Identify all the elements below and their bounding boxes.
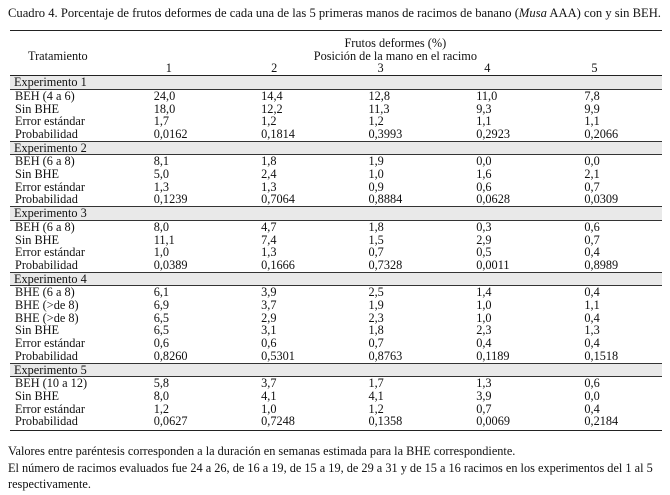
table-cell: 2,5 (368, 285, 384, 300)
table-cell: 11,3 (368, 101, 390, 116)
table-cell: 0,7328 (368, 257, 403, 272)
table-cell: 4,7 (261, 219, 277, 234)
table-cell: 1,9 (368, 298, 384, 313)
row-label: BHE (>de 8) (15, 310, 79, 325)
table-cell: 6,9 (153, 298, 170, 313)
experiment-title: Experimento 2 (10, 141, 662, 155)
table-cell: 0,3 (476, 219, 492, 234)
table-cell: 0,6 (584, 376, 600, 391)
column-header: 3 (340, 62, 447, 75)
table-cell: 0,6 (476, 179, 492, 194)
table-cell: 0,1239 (153, 192, 188, 207)
table-row (10, 193, 662, 206)
table-cell: 12,2 (261, 101, 283, 116)
table-cell: 0,7064 (261, 192, 295, 207)
table-cell: 1,0 (153, 245, 170, 260)
table-cell: 0,0 (584, 388, 600, 403)
table-cell: 0,0628 (476, 192, 511, 207)
table-cell: 1,2 (261, 114, 277, 129)
table-cell: 0,8884 (368, 192, 403, 207)
row-label: Probabilidad (15, 414, 78, 429)
table-cell: 0,4 (584, 245, 600, 260)
table-cell: 1,7 (368, 376, 384, 391)
table-cell: 0,5 (476, 245, 492, 260)
table-cell: 0,0309 (584, 192, 619, 207)
table-cell: 2,9 (476, 232, 492, 247)
table-cell: 0,0389 (153, 257, 188, 272)
row-label: Error estándar (15, 336, 85, 351)
table-cell: 1,5 (368, 232, 384, 247)
row-label: BEH (6 a 8) (15, 154, 75, 169)
table-cell: 1,0 (368, 167, 384, 182)
table-cell: 11,1 (153, 232, 175, 247)
table-cell: 0,7 (584, 179, 600, 194)
table-cell: 1,8 (368, 219, 384, 234)
table-cell: 4,1 (261, 388, 277, 403)
table-cell: 1,2 (368, 401, 384, 416)
table-cell: 0,6 (261, 336, 277, 351)
table-cell: 6,5 (153, 323, 170, 338)
table-cell: 24,0 (153, 88, 176, 103)
row-label: Sin BHE (15, 101, 60, 116)
table-row (10, 234, 662, 247)
column-header: 1 (129, 62, 234, 75)
column-header: 4 (447, 62, 554, 75)
table-cell: 1,0 (476, 298, 492, 313)
table-cell: 1,0 (476, 310, 492, 325)
table-cell: 0,0011 (476, 257, 510, 272)
table-cell: 2,4 (261, 167, 277, 182)
table-cell: 3,7 (261, 298, 277, 313)
table-cell: 1,1 (584, 298, 600, 313)
note-line: El número de racimos evaluados fue 24 a 26, de 16 a 19, de 15 a 19, de 29 a 31 y de 15 a 16 racimos en los experimentos del 1 al 5 respectivamente. (8, 460, 653, 491)
table-cell: 1,7 (153, 114, 170, 129)
row-label: Error estándar (15, 245, 85, 260)
table-notes (8, 443, 666, 493)
table-cell: 0,1189 (476, 348, 510, 363)
table-cell: 0,7 (476, 401, 492, 416)
treatment-header: Tratamiento (28, 48, 88, 63)
table-cell: 7,8 (584, 88, 600, 103)
experiment-title: Experimento 1 (10, 76, 662, 90)
table-cell: 1,9 (368, 154, 384, 169)
table-row (10, 155, 662, 168)
table-row (10, 415, 662, 428)
table-cell: 2,1 (584, 167, 600, 182)
table-cell: 1,0 (261, 401, 277, 416)
table-cell: 0,1814 (261, 126, 295, 141)
table-cell: 0,0 (476, 154, 492, 169)
table-cell: 1,3 (261, 245, 277, 260)
table-row (10, 259, 662, 272)
row-label: Probabilidad (15, 192, 78, 207)
table-cell: 1,3 (153, 179, 170, 194)
header-row-sub (10, 50, 662, 63)
table-cell: 0,8763 (368, 348, 403, 363)
table-cell: 0,5301 (261, 348, 295, 363)
table-cell: 1,2 (153, 401, 170, 416)
table-cell: 0,1358 (368, 414, 403, 429)
table-cell: 0,2923 (476, 126, 511, 141)
table-cell: 5,8 (153, 376, 170, 391)
row-label: BEH (10 a 12) (15, 376, 88, 391)
row-label: BEH (4 a 6) (15, 88, 75, 103)
experiment-header-row (10, 207, 662, 221)
caption-italic-genus: Musa (518, 6, 547, 20)
table-cell: 8,0 (153, 219, 170, 234)
row-label: Sin BHE (15, 323, 60, 338)
table-cell: 18,0 (153, 101, 176, 116)
table-row (10, 103, 662, 116)
table-cell: 11,0 (476, 88, 498, 103)
table-cell: 2,3 (476, 323, 492, 338)
header-row-group (10, 37, 662, 50)
experiment-header-row (10, 363, 662, 377)
table-cell: 8,0 (153, 388, 170, 403)
note-line: Valores entre paréntesis corresponden a la duración en semanas estimada para la BHE correspondiente. (8, 444, 516, 458)
table-row (10, 350, 662, 363)
row-label: Error estándar (15, 114, 85, 129)
table-cell: 2,9 (261, 310, 277, 325)
table-cell: 0,4 (476, 336, 492, 351)
table-row (10, 220, 662, 233)
table-cell: 0,1666 (261, 257, 295, 272)
table-row (10, 337, 662, 350)
table-bottom-rule (10, 428, 662, 431)
table-row (10, 312, 662, 325)
table-cell: 0,7 (368, 336, 384, 351)
table-cell: 0,0627 (153, 414, 188, 429)
table-cell: 7,4 (261, 232, 277, 247)
row-label: BHE (>de 8) (15, 298, 79, 313)
table-cell: 0,6 (153, 336, 170, 351)
row-label: Sin BHE (15, 232, 60, 247)
table-cell: 6,1 (153, 285, 170, 300)
table-cell: 0,2184 (584, 414, 619, 429)
table-cell: 0,1518 (584, 348, 619, 363)
row-label: Probabilidad (15, 348, 78, 363)
table-cell: 1,6 (476, 167, 492, 182)
column-header: 5 (554, 62, 662, 75)
table-cell: 1,2 (368, 114, 384, 129)
table-cell: 1,3 (261, 179, 277, 194)
table-cell: 1,3 (584, 323, 600, 338)
table-row (10, 128, 662, 141)
group-header: Frutos deformes (%) (344, 36, 447, 50)
results-table (10, 30, 662, 431)
table-cell: 14,4 (261, 88, 283, 103)
row-label: Probabilidad (15, 257, 78, 272)
table-cell: 0,4 (584, 336, 600, 351)
table-row (10, 403, 662, 416)
sub-header: Posición de la mano en el racimo (313, 48, 477, 63)
row-label: Error estándar (15, 179, 85, 194)
table-cell: 0,2066 (584, 126, 619, 141)
table-cell: 9,3 (476, 101, 492, 116)
table-cell: 0,7248 (261, 414, 295, 429)
table-cell: 0,7 (584, 232, 600, 247)
table-cell: 4,1 (368, 388, 384, 403)
table-cell: 3,9 (476, 388, 492, 403)
header-row-columns (10, 62, 662, 75)
experiment-title: Experimento 3 (10, 207, 662, 221)
table-row (10, 115, 662, 128)
experiment-title: Experimento 4 (10, 272, 662, 286)
table-row (10, 324, 662, 337)
table-cell: 6,5 (153, 310, 170, 325)
experiment-header-row (10, 272, 662, 286)
caption-text-start: Cuadro 4. Porcentaje de frutos deformes de cada una de las 5 primeras manos de racimos de banano ( (8, 6, 519, 20)
table-cell: 0,3993 (368, 126, 403, 141)
table-cell: 0,4 (584, 401, 600, 416)
table-row (10, 168, 662, 181)
table-cell: 5,0 (153, 167, 170, 182)
table-row (10, 181, 662, 194)
table-cell: 3,9 (261, 285, 277, 300)
table-row (10, 286, 662, 299)
table-row (10, 377, 662, 390)
table-cell: 1,4 (476, 285, 492, 300)
row-label: Sin BHE (15, 388, 60, 403)
table-cell: 8,1 (153, 154, 170, 169)
table-cell: 0,0069 (476, 414, 511, 429)
table-cell: 0,8989 (584, 257, 619, 272)
table-cell: 12,8 (368, 88, 390, 103)
table-cell: 1,3 (476, 376, 492, 391)
column-header: 2 (234, 62, 340, 75)
table-cell: 9,9 (584, 101, 600, 116)
table-row (10, 390, 662, 403)
table-cell: 0,9 (368, 179, 384, 194)
table-cell: 1,8 (368, 323, 384, 338)
experiment-header-row (10, 141, 662, 155)
row-label: BEH (6 a 8) (15, 219, 75, 234)
table-cell: 3,1 (261, 323, 277, 338)
table-cell: 0,4 (584, 310, 600, 325)
table-row (10, 299, 662, 312)
table-cell: 0,0 (584, 154, 600, 169)
table-row (10, 246, 662, 259)
table-cell: 0,6 (584, 219, 600, 234)
table-cell: 0,0162 (153, 126, 188, 141)
table-caption (8, 6, 661, 21)
table-cell: 1,8 (261, 154, 277, 169)
table-cell: 0,4 (584, 285, 600, 300)
row-label: Probabilidad (15, 126, 78, 141)
table-cell: 3,7 (261, 376, 277, 391)
table-cell: 2,3 (368, 310, 384, 325)
table-row (10, 89, 662, 102)
experiment-header-row (10, 76, 662, 90)
row-label: BHE (6 a 8) (15, 285, 75, 300)
row-label: Error estándar (15, 401, 85, 416)
table-cell: 1,1 (584, 114, 600, 129)
table-cell: 1,1 (476, 114, 492, 129)
table-cell: 0,7 (368, 245, 384, 260)
table-cell: 0,8260 (153, 348, 188, 363)
caption-text-end: AAA) con y sin BEH. (546, 6, 661, 20)
row-label: Sin BHE (15, 167, 60, 182)
experiment-title: Experimento 5 (10, 363, 662, 377)
